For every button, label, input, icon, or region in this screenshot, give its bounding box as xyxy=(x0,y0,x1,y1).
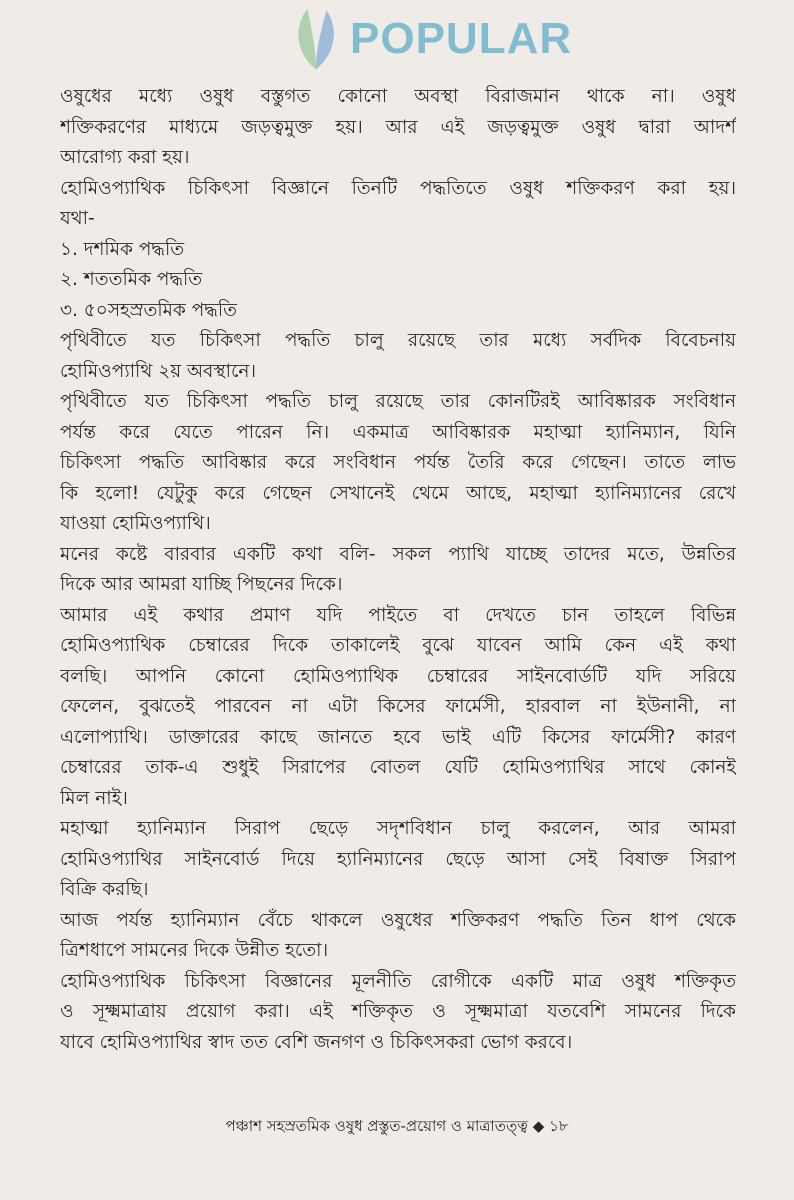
text-line: ২. শততমিক পদ্ধতি xyxy=(60,269,203,290)
paragraph xyxy=(60,967,736,1059)
text-line: চেম্বারের তাক-এ শুধুই সিরাপের বোতল যেটি হোমিওপ্যাথির সাথে কোনই xyxy=(60,757,736,778)
text-line: ১. দশমিক পদ্ধতি xyxy=(60,238,185,260)
paragraph xyxy=(60,814,736,906)
text-line: হোমিওপ্যাথিক চিকিৎসা বিজ্ঞানে তিনটি পদ্ধতিতে ওষুধ শক্তিকরণ করা হয়। xyxy=(60,177,736,199)
paragraph xyxy=(60,265,736,296)
watermark: POPULAR xyxy=(350,14,573,63)
text-line: হোমিওপ্যাথি ২য় অবস্থানে। xyxy=(60,360,257,382)
paragraph xyxy=(60,296,736,327)
text-line: চিকিৎসা পদ্ধতি আবিষ্কার করে সংবিধান পর্যন্ত তৈরি করে গেছেন। তাতে লাভ xyxy=(60,452,736,473)
text-line: যথা- xyxy=(60,208,95,229)
paragraph xyxy=(60,326,736,387)
text-line: ও সূক্ষ্মমাত্রায় প্রয়োগ করা। এই শক্তিকৃত ও সূক্ষ্মমাত্রা যতবেশি সামনের দিকে xyxy=(60,1001,736,1022)
paragraph xyxy=(60,601,736,815)
text-line: ওষুধের মধ্যে ওষুধ বস্তুগত কোনো অবস্থা বিরাজমান থাকে না। ওষুধ xyxy=(60,86,736,107)
text-line: আরোগ্য করা হয়। xyxy=(60,147,190,168)
paragraph xyxy=(60,235,736,266)
text-line: যাবে হোমিওপ্যাথির স্বাদ তত বেশি জনগণ ও চিকিৎসকরা ভোগ করবে। xyxy=(60,1031,573,1053)
page-number: ১৮ xyxy=(549,1117,569,1135)
text-line: বলছি। আপনি কোনো হোমিওপ্যাথিক চেম্বারের সাইনবোর্ডটি যদি সরিয়ে xyxy=(60,665,736,687)
text-line: যাওয়া হোমিওপ্যাথি। xyxy=(60,513,211,534)
text-line: মনের কষ্টে বারবার একটি কথা বলি- সকল প্যাথি যাচ্ছে তাদের মতে, উন্নতির xyxy=(60,543,736,565)
text-line: মহাত্মা হ্যানিম্যান সিরাপ ছেড়ে সদৃশবিধান চালু করলেন, আর আমরা xyxy=(60,818,736,839)
paragraph xyxy=(60,387,736,540)
text-line: শক্তিকরণের মাধ্যমে জড়ত্বমুক্ত হয়। আর এই জড়ত্বমুক্ত ওষুধ দ্বারা আদর্শ xyxy=(60,116,736,138)
separator-icon: ◆ xyxy=(532,1117,545,1135)
page-body xyxy=(60,82,736,1058)
text-line: কি হলো! যেটুকু করে গেছেন সেখানেই থেমে আছে, মহাত্মা হ্যানিম্যানের রেখে xyxy=(60,482,736,504)
text-line: দিকে আর আমরা যাচ্ছি পিছনের দিকে। xyxy=(60,574,343,595)
text-line: ত্রিশধাপে সামনের দিকে উন্নীত হতো। xyxy=(60,940,329,961)
text-line: ফেলেন, বুঝতেই পারবেন না এটা কিসের ফার্মেসী, হারবাল না ইউনানী, না xyxy=(60,696,736,717)
text-line: হোমিওপ্যাথির সাইনবোর্ড দিয়ে হ্যানিম্যানের ছেড়ে আসা সেই বিষাক্ত সিরাপ xyxy=(60,848,736,870)
paragraph xyxy=(60,82,736,174)
text-line: পৃথিবীতে যত চিকিৎসা পদ্ধতি চালু রয়েছে তার কোনটিরই আবিষ্কারক সংবিধান xyxy=(60,391,736,412)
text-line: মিল নাই। xyxy=(60,787,128,809)
leaf-logo-icon xyxy=(290,8,342,70)
text-line: হোমিওপ্যাথিক চেম্বারের দিকে তাকালেই বুঝে যাবেন আমি কেন এই কথা xyxy=(60,635,736,656)
text-line: আমার এই কথার প্রমাণ যদি পাইতে বা দেখতে চান তাহলে বিভিন্ন xyxy=(60,604,736,626)
paragraph xyxy=(60,174,736,235)
text-line: পৃথিবীতে যত চিকিৎসা পদ্ধতি চালু রয়েছে তার মধ্যে সর্বদিক বিবেচনায় xyxy=(60,330,736,351)
paragraph xyxy=(60,906,736,967)
text-line: বিক্রি করছি। xyxy=(60,879,149,900)
text-line: ৩. ৫০সহস্রতমিক পদ্ধতি xyxy=(60,299,238,321)
page-footer xyxy=(0,1114,794,1138)
text-line: এলোপ্যাথি। ডাক্তারের কাছে জানতে হবে ভাই এটি কিসের ফার্মেসী? কারণ xyxy=(60,726,736,748)
text-line: হোমিওপ্যাথিক চিকিৎসা বিজ্ঞানের মূলনীতি রোগীকে একটি মাত্র ওষুধ শক্তিকৃত xyxy=(60,970,736,992)
text-line: আজ পর্যন্ত হ্যানিম্যান বেঁচে থাকলে ওষুধের শক্তিকরণ পদ্ধতি তিন ধাপ থেকে xyxy=(60,909,736,931)
paragraph xyxy=(60,540,736,601)
text-line: পর্যন্ত করে যেতে পারেন নি। একমাত্র আবিষ্কারক মহাত্মা হ্যানিম্যান, যিনি xyxy=(60,421,736,443)
running-title: পঞ্চাশ সহস্রতমিক ওষুধ প্রস্তুত-প্রয়োগ ও মাত্রাতত্ত্ব xyxy=(225,1117,528,1135)
